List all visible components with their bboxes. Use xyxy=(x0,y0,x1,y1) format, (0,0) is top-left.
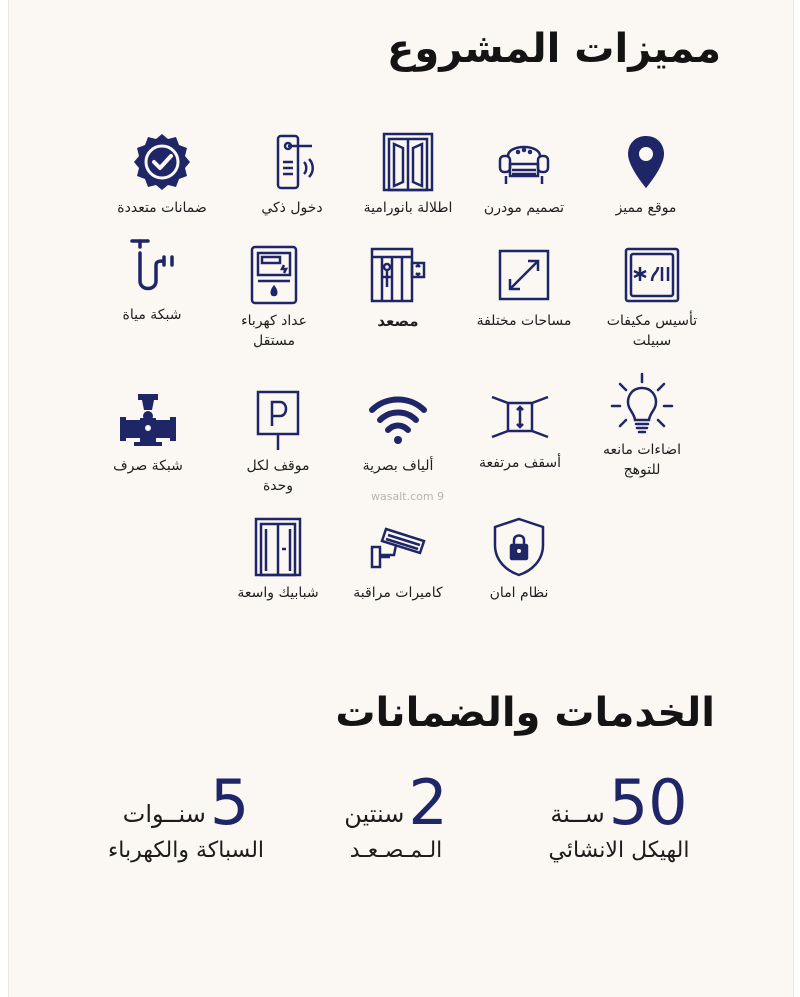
feature-water-network xyxy=(87,237,217,325)
feature-label: مساحات مختلفة xyxy=(476,313,572,329)
feature-label: نظام امان xyxy=(489,585,549,601)
services-title: الخدمات والضمانات xyxy=(335,690,715,736)
high-ceiling-icon xyxy=(488,385,552,449)
feature-security-system xyxy=(454,515,584,603)
feature-anti-glare xyxy=(577,372,707,480)
stat-label: السباكة والكهرباء xyxy=(107,838,265,863)
light-bulb-icon xyxy=(610,372,674,436)
stat-label: الـمـصـعـد xyxy=(349,838,443,863)
feature-label: أسقف مرتفعة xyxy=(478,455,562,471)
feature-label: عداد كهرباء مستقل xyxy=(241,313,307,349)
feature-fiber-optics xyxy=(333,388,463,476)
feature-label: موقع مميز xyxy=(615,200,677,216)
drainage-valve-icon xyxy=(116,388,180,452)
cctv-camera-icon xyxy=(366,515,430,579)
watermark: wasalt.com 9 xyxy=(371,490,445,503)
stat-number: 50 xyxy=(608,766,688,839)
feature-label: ضمانات متعددة xyxy=(117,200,207,216)
stat-unit: سنتين xyxy=(344,800,405,828)
page-panel xyxy=(8,0,794,997)
stat-number: 5 xyxy=(209,766,250,839)
feature-label: تأسيس مكيفات سبيلت xyxy=(606,313,698,349)
features-title: مميزات المشروع xyxy=(387,26,721,72)
stat-label: الهيكل الانشائي xyxy=(548,838,690,863)
feature-label: موقف لكل وحدة xyxy=(246,458,310,494)
feature-label: ألياف بصرية xyxy=(362,458,434,474)
feature-panoramic xyxy=(343,130,473,218)
stat-unit: ســنة xyxy=(550,800,605,828)
feature-label: مصعد xyxy=(377,312,419,330)
feature-parking xyxy=(213,388,343,496)
resize-arrow-icon xyxy=(492,243,556,307)
wifi-icon xyxy=(366,388,430,452)
feature-spaces xyxy=(459,243,589,331)
feature-label: شبابيك واسعة xyxy=(237,585,319,601)
feature-high-ceilings xyxy=(455,385,585,473)
feature-label: تصميم مودرن xyxy=(483,200,565,216)
feature-wide-windows xyxy=(213,515,343,603)
feature-elevator xyxy=(333,243,463,331)
feature-split-ac xyxy=(587,243,717,351)
feature-label: شبكة مياة xyxy=(122,307,182,323)
feature-modern-design xyxy=(459,130,589,218)
feature-cctv xyxy=(333,515,463,603)
parking-sign-icon xyxy=(246,388,310,452)
security-shield-icon xyxy=(487,515,551,579)
feature-smart-entry xyxy=(227,130,357,218)
smart-lock-icon xyxy=(260,130,324,194)
panoramic-window-icon xyxy=(376,130,440,194)
feature-drainage xyxy=(83,388,213,476)
feature-label: كاميرات مراقبة xyxy=(353,585,443,601)
feature-location xyxy=(581,130,711,218)
feature-warranties xyxy=(97,130,227,218)
stat-number: 2 xyxy=(408,766,448,839)
stat-structure xyxy=(519,766,719,863)
water-pipe-icon xyxy=(120,237,184,301)
air-conditioner-icon xyxy=(620,243,684,307)
stat-plumbing-electric xyxy=(91,766,281,863)
feature-label: شبكة صرف xyxy=(113,458,183,474)
stat-elevator xyxy=(321,766,471,863)
feature-label: اضاءات مانعه للتوهج xyxy=(602,442,682,478)
feature-electric-meter xyxy=(209,243,339,351)
feature-label: اطلالة بانورامية xyxy=(363,200,453,216)
verified-badge-icon xyxy=(130,130,194,194)
location-pin-icon xyxy=(614,130,678,194)
armchair-icon xyxy=(492,130,556,194)
electric-meter-icon xyxy=(242,243,306,307)
elevator-icon xyxy=(366,243,430,307)
wide-window-icon xyxy=(246,515,310,579)
feature-label: دخول ذكي xyxy=(261,200,323,216)
stat-unit: سنــوات xyxy=(122,800,206,828)
